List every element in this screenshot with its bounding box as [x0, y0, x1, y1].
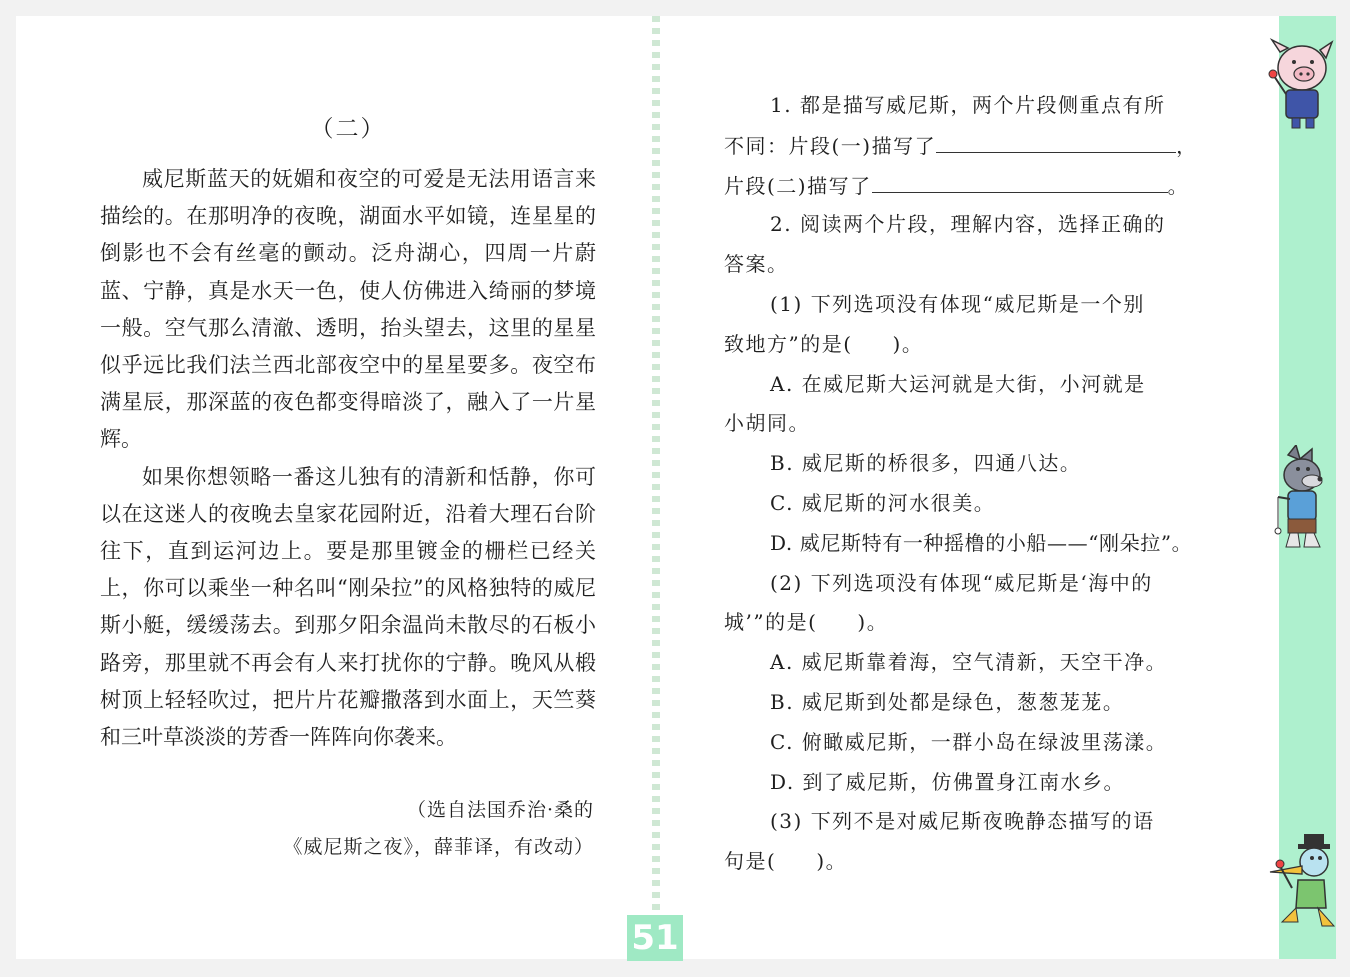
pig-mascot-icon [1262, 38, 1336, 130]
q1-line-3-prefix: 片段(二)描写了 [724, 173, 872, 198]
q2-sub1-line-1: (1) 下列选项没有体现“威尼斯是一个别 [770, 291, 1145, 316]
source-line-2: 《威尼斯之夜》，薛菲译，有改动） [283, 836, 594, 858]
q2-line-2: 答案。 [724, 252, 789, 277]
q1-line-3-suffix: 。 [1167, 173, 1190, 198]
q2-sub1-prefix: 致地方”的是( [724, 331, 853, 356]
q1-line-2-suffix: ， [1176, 133, 1198, 158]
passage-paragraph-1: 威尼斯蓝天的妩媚和夜空的可爱是无法用语言来描绘的。在那明净的夜晚，湖面水平如镜，连星星的倒影也不会有丝毫的颤动。泛舟湖心，四周一片蔚蓝、宁静，真是水天一色，使人仿佛进入绮丽的梦境一般。空气那么清澈、透明，抬头望去，这里的星星似乎远比我们法兰西北部夜空中的星星要多。夜空布满星辰，那深蓝的夜色都变得暗淡了，融入了一片星辉。 [100, 167, 596, 452]
q2-sub3-line-2 [724, 842, 1204, 882]
q2-sub1-option-a-line-1: A. 在威尼斯大运河就是大街，小河就是 [770, 371, 1146, 396]
q2-sub1-line-2 [724, 325, 1204, 365]
q1-line-2 [724, 126, 1204, 166]
q1-blank-2[interactable] [872, 166, 1168, 193]
reading-passage [100, 161, 596, 756]
q2-sub2-prefix: 城’”的是( [724, 610, 818, 635]
wolf-mascot-icon [1268, 445, 1336, 550]
q2-sub2-line-1: (2) 下列选项没有体现“威尼斯是‘海中的 [770, 570, 1153, 595]
q1-line-3 [724, 166, 1204, 206]
q2-sub3-line-1: (3) 下列不是对威尼斯夜晚静态描写的语 [770, 809, 1155, 834]
q2-sub2-option-b: B. 威尼斯到处都是绿色，葱葱茏茏。 [770, 689, 1125, 714]
page-number: 51 [627, 915, 683, 961]
q2-sub2-suffix: )。 [857, 610, 889, 635]
q2-sub3-prefix: 句是( [724, 849, 777, 874]
q2-sub1-option-b: B. 威尼斯的桥很多，四通八达。 [770, 451, 1082, 476]
passage-paragraph-2: 如果你想领略一番这儿独有的清新和恬静，你可以在这迷人的夜晚去皇家花园附近，沿着大理石台阶往下，直到运河边上。要是那里镀金的栅栏已经关上，你可以乘坐一种名叫“刚朵拉”的风格独特的威尼斯小艇，缓缓荡去。到那夕阳余温尚未散尽的石板小路旁，那里就不再会有人来打扰你的宁静。晚风从椴树顶上轻轻吹过，把片片花瓣撒落到水面上，天竺葵和三叶草淡淡的芳香一阵阵向你袭来。 [100, 464, 596, 750]
q2-sub2-line-2 [724, 603, 1204, 643]
book-spine [652, 16, 660, 959]
q2-sub1-suffix: )。 [892, 331, 924, 356]
q2-sub2-option-d: D. 到了威尼斯，仿佛置身江南水乡。 [770, 769, 1126, 794]
q1-line-2-prefix: 不同：片段(一)描写了 [724, 133, 937, 158]
q2-sub1-option-d: D. 威尼斯特有一种摇橹的小船——“刚朵拉”。 [770, 530, 1193, 555]
q2-sub1-option-a-line-2: 小胡同。 [724, 411, 810, 436]
passage-source [100, 792, 594, 866]
q1-line-1: 1. 都是描写威尼斯，两个片段侧重点有所 [770, 93, 1166, 117]
q2-line-1: 2. 阅读两个片段，理解内容，选择正确的 [770, 212, 1166, 237]
q2-sub2-option-a: A. 威尼斯靠着海，空气清新，天空干净。 [770, 650, 1168, 675]
questions [724, 86, 1204, 882]
section-title: （二） [310, 116, 386, 142]
q1-blank-1[interactable] [936, 126, 1176, 153]
q2-sub1-option-c: C. 威尼斯的河水很美。 [770, 490, 996, 515]
source-line-1: （选自法国乔治·桑的 [406, 799, 594, 821]
q2-sub2-option-c: C. 俯瞰威尼斯，一群小岛在绿波里荡漾。 [770, 729, 1168, 754]
q2-sub3-suffix: )。 [816, 849, 848, 874]
bird-mascot-icon [1262, 832, 1336, 932]
